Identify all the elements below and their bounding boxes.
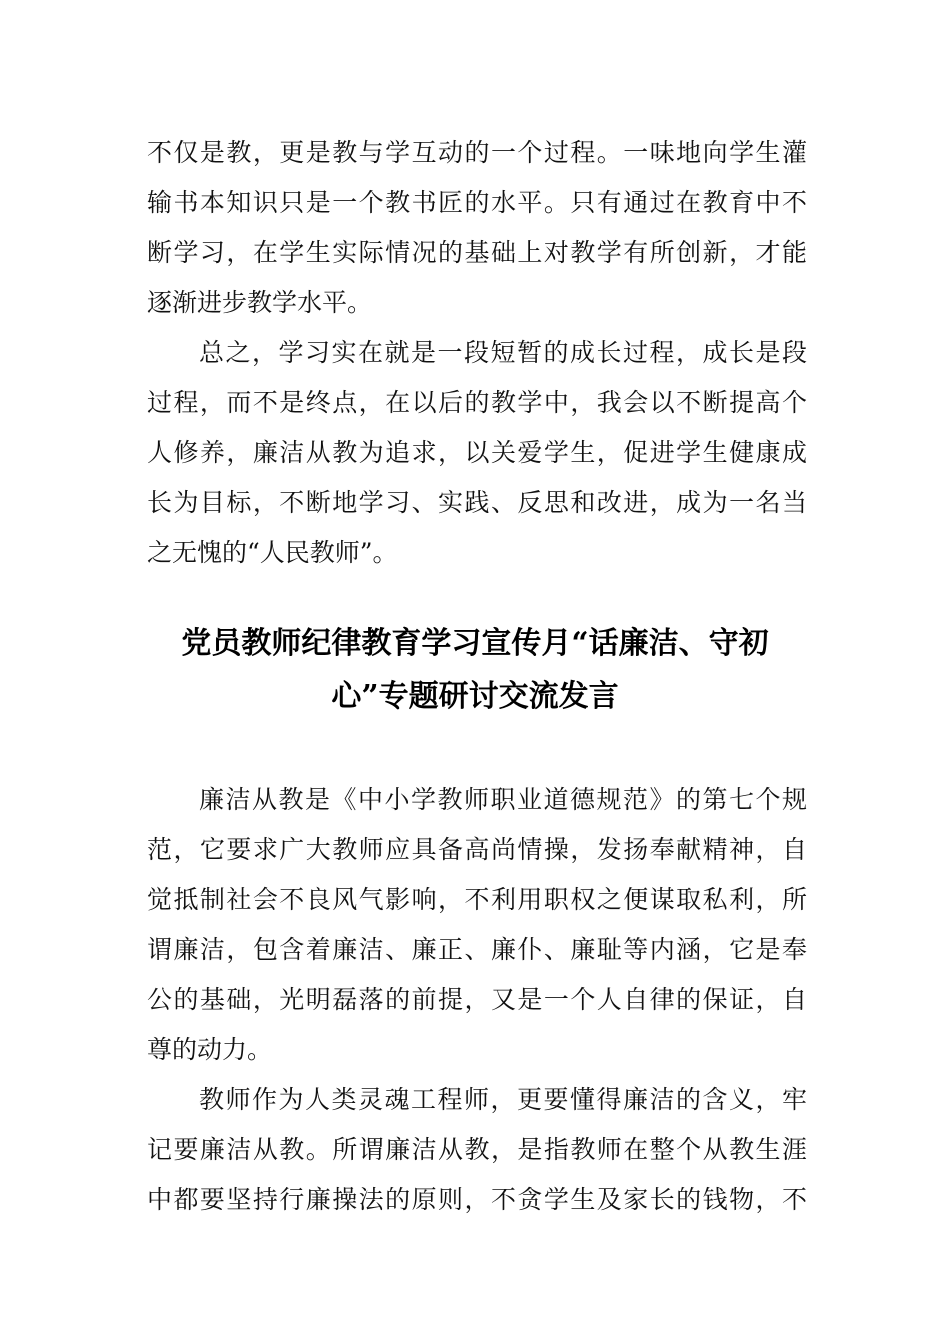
paragraph-line: 之无愧的“人民教师”。 (147, 538, 398, 567)
article-title: 心”专题研讨交流发言 (331, 679, 619, 714)
paragraph-line: 总之，学习实在就是一段短暂的成长过程，成长是段 (199, 338, 807, 367)
paragraph-line: 谓廉洁，包含着廉洁、廉正、廉仆、廉耻等内涵，它是奉 (147, 935, 807, 964)
paragraph-line: 过程，而不是终点，在以后的教学中，我会以不断提高个 (147, 388, 807, 417)
paragraph-line: 范，它要求广大教师应具备高尚情操，发扬奉献精神，自 (147, 835, 807, 864)
paragraph-line: 公的基础，光明磊落的前提，又是一个人自律的保证，自 (147, 985, 807, 1014)
paragraph-line: 教师作为人类灵魂工程师，更要懂得廉洁的含义，牢 (199, 1085, 807, 1114)
paragraph-line: 人修养，廉洁从教为追求，以关爱学生，促进学生健康成 (147, 438, 807, 467)
article-title: 党员教师纪律教育学习宣传月“话廉洁、守初 (181, 626, 769, 661)
paragraph-line: 输书本知识只是一个教书匠的水平。只有通过在教育中不 (147, 188, 807, 217)
paragraph-line: 断学习，在学生实际情况的基础上对教学有所创新，才能 (147, 238, 807, 267)
paragraph-line: 逐渐进步教学水平。 (147, 288, 373, 317)
paragraph-line: 记要廉洁从教。所谓廉洁从教，是指教师在整个从教生涯 (147, 1135, 807, 1164)
paragraph-line: 觉抵制社会不良风气影响，不利用职权之便谋取私利，所 (147, 885, 807, 914)
paragraph-line: 中都要坚持行廉操法的原则，不贪学生及家长的钱物，不 (147, 1185, 807, 1214)
paragraph-line: 尊的动力。 (147, 1035, 273, 1064)
paragraph-line: 廉洁从教是《中小学教师职业道德规范》的第七个规 (199, 785, 807, 814)
paragraph-line: 不仅是教，更是教与学互动的一个过程。一味地向学生灌 (147, 138, 807, 167)
paragraph-line: 长为目标，不断地学习、实践、反思和改进，成为一名当 (147, 488, 807, 517)
